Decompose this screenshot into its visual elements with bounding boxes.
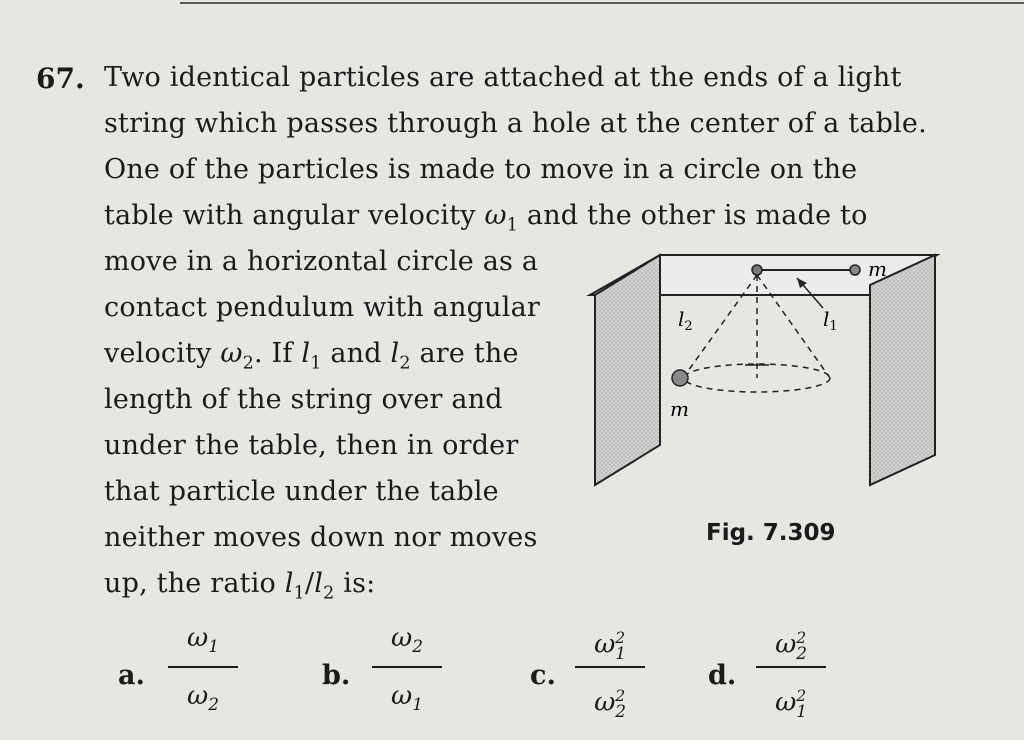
option-d-fraction: $\omega^2_2$ $\omega^2_1$ xyxy=(756,616,826,718)
top-rule xyxy=(180,2,1024,4)
question-line-12: up, the ratio $l_1/l_2$ is: xyxy=(104,568,376,604)
label-l1: $l_1$ xyxy=(823,307,838,334)
table-right-leg xyxy=(870,255,935,485)
hanging-particle xyxy=(672,370,688,386)
hole xyxy=(752,265,762,275)
question-line-9: under the table, then in order xyxy=(104,430,519,461)
option-a-fraction: $\omega_1$ $\omega_2$ xyxy=(168,616,238,718)
option-c-fraction: $\omega^2_1$ $\omega^2_2$ xyxy=(575,616,645,718)
option-d-label: d. xyxy=(708,660,737,691)
question-line-4: table with angular velocity $\omega_1$ and the other is made to xyxy=(104,200,868,236)
question-line-5: move in a horizontal circle as a xyxy=(104,246,539,277)
question-line-3: One of the particles is made to move in a circle on the xyxy=(104,154,858,185)
question-line-8: length of the string over and xyxy=(104,384,503,415)
question-line-7: velocity $\omega_2$. If $l_1$ and $l_2$ are the xyxy=(104,338,519,374)
option-b-fraction: $\omega_2$ $\omega_1$ xyxy=(372,616,442,718)
question-line-11: neither moves down nor moves xyxy=(104,522,538,553)
question-line-2: string which passes through a hole at the center of a table. xyxy=(104,108,927,139)
label-l2: $l_2$ xyxy=(678,307,693,334)
particle-on-table xyxy=(850,265,860,275)
figure-caption: Fig. 7.309 xyxy=(706,520,836,546)
option-a-label: a. xyxy=(118,660,145,691)
option-c-label: c. xyxy=(530,660,556,691)
question-line-1: Two identical particles are attached at the ends of a light xyxy=(104,62,902,93)
question-line-6: contact pendulum with angular xyxy=(104,292,540,323)
conical-pendulum-figure xyxy=(585,240,940,500)
table-left-leg xyxy=(595,255,660,485)
label-m-bottom: m xyxy=(670,397,689,421)
option-b-label: b. xyxy=(322,660,351,691)
question-line-10: that particle under the table xyxy=(104,476,499,507)
question-number: 67. xyxy=(36,62,85,95)
label-m-top: m xyxy=(868,257,887,281)
